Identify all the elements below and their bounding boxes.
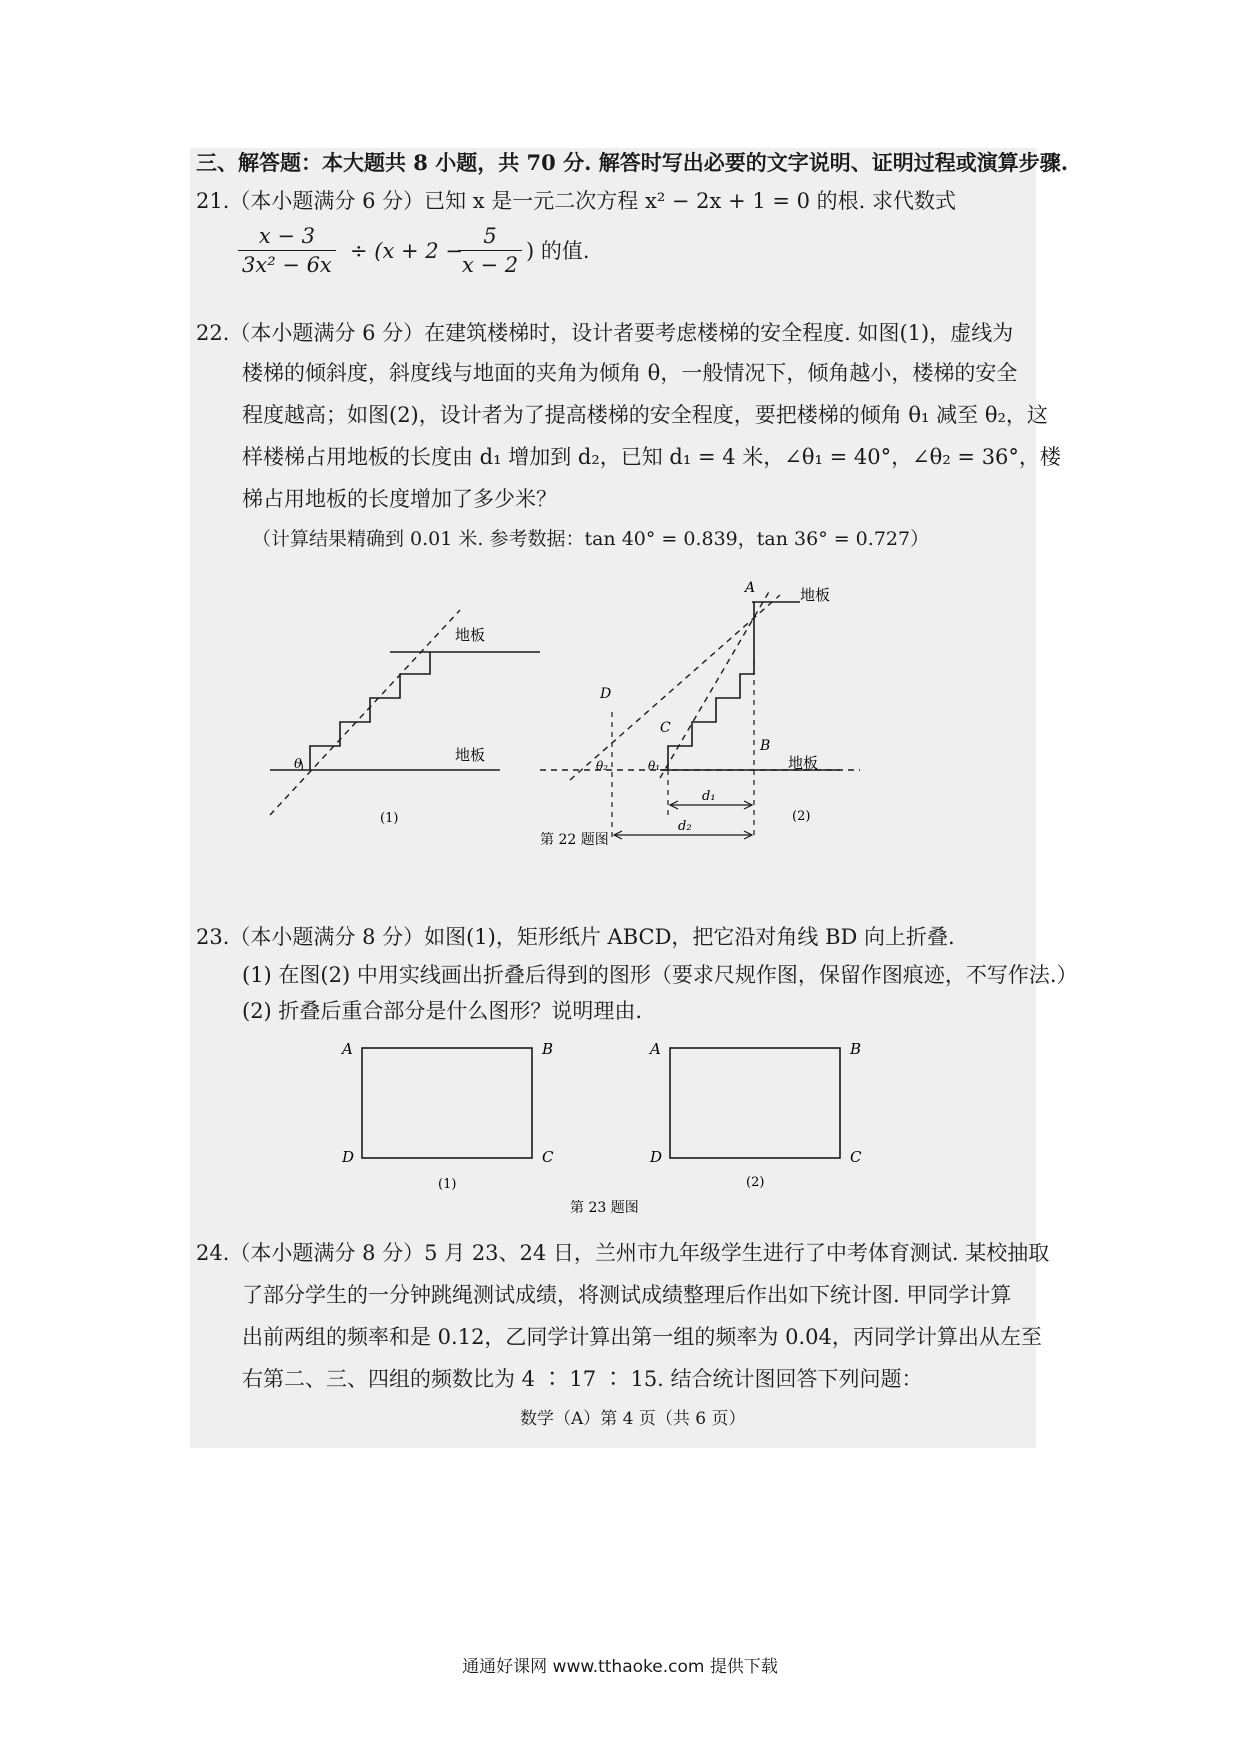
- fig22-2-d2-label: d₂: [678, 819, 692, 834]
- q23-line-1: 23.（本小题满分 8 分）如图(1)，矩形纸片 ABCD，把它沿对角线 BD 向上折叠.: [196, 925, 955, 949]
- fig22-2-theta2: θ₂: [596, 759, 609, 773]
- q21-frac1-numerator: x − 3: [238, 222, 336, 251]
- q22-line-5: 梯占用地板的长度增加了多少米？: [242, 487, 557, 511]
- section-heading: 三、解答题：本大题共 8 小题，共 70 分. 解答时写出必要的文字说明、证明过程或演算步骤.: [196, 150, 1069, 175]
- fig22-2-point-D: D: [600, 686, 612, 702]
- page-footer: 数学（A）第 4 页（共 6 页）: [520, 1409, 746, 1429]
- fig22-diagram-1: [270, 610, 540, 815]
- q21-tail: ) 的值.: [526, 239, 590, 263]
- fig22-1-stairs: [310, 652, 430, 770]
- fig23-1-B: B: [542, 1040, 554, 1058]
- fig23-1-C: C: [542, 1148, 554, 1166]
- fig22-2-theta1: θ₁: [648, 759, 661, 773]
- q22-line-2: 楼梯的倾斜度，斜度线与地面的夹角为倾角 θ，一般情况下，倾角越小，楼梯的安全: [242, 361, 1018, 385]
- q21-frac2-numerator: 5: [458, 222, 522, 251]
- q22-line-1: 22.（本小题满分 6 分）在建筑楼梯时，设计者要考虑楼梯的安全程度. 如图(1)，虚线为: [196, 321, 1014, 345]
- q21-fraction-1: [238, 222, 336, 279]
- fig22-2-stairs: [668, 602, 754, 770]
- figure-22: [240, 580, 1030, 850]
- fig23-rectangle-2: [670, 1048, 840, 1158]
- fig22-1-floor-label-top: 地板: [455, 626, 486, 644]
- fig23-rectangle-1: [362, 1048, 532, 1158]
- q22-line-3: 程度越高；如图(2)，设计者为了提高楼梯的安全程度，要把楼梯的倾角 θ₁ 减至 θ₂，这: [242, 403, 1048, 427]
- q24-line-3: 出前两组的频率和是 0.12，乙同学计算出第一组的频率为 0.04，丙同学计算出从左至: [242, 1325, 1042, 1349]
- q22-line-4: 样楼梯占用地板的长度由 d₁ 增加到 d₂，已知 d₁ = 4 米，∠θ₁ = 40°，∠θ₂ = 36°，楼: [242, 445, 1061, 469]
- fig22-1-slope-line: [270, 610, 460, 815]
- fig23-caption: 第 23 题图: [570, 1200, 639, 1216]
- fig22-1-theta: θ: [294, 757, 302, 772]
- fig22-2-point-C: C: [660, 720, 671, 736]
- fig22-2-point-B: B: [760, 738, 771, 754]
- q24-line-4: 右第二、三、四组的频数比为 4 ∶ 17 ∶ 15. 结合统计图回答下列问题：: [242, 1367, 923, 1391]
- q22-note: （计算结果精确到 0.01 米. 参考数据：tan 40° = 0.839，tan 36° = 0.727）: [252, 528, 930, 550]
- fig23-2-caption: (2): [746, 1175, 765, 1190]
- site-footer[interactable]: 通通好课网 www.tthaoke.com 提供下载: [462, 1657, 778, 1677]
- fig22-2-point-A: A: [745, 580, 756, 596]
- q21-frac1-denominator: 3x² − 6x: [242, 253, 332, 277]
- fig23-2-D: D: [650, 1148, 663, 1166]
- q21-text: 21.（本小题满分 6 分）已知 x 是一元二次方程 x² − 2x + 1 = 0 的根. 求代数式: [196, 189, 957, 213]
- fig23-1-D: D: [342, 1148, 355, 1166]
- fig23-1-A: A: [342, 1040, 353, 1058]
- fig23-2-C: C: [850, 1148, 862, 1166]
- q24-line-1: 24.（本小题满分 8 分）5 月 23、24 日，兰州市九年级学生进行了中考体育测试. 某校抽取: [196, 1241, 1050, 1265]
- fig23-1-caption: (1): [438, 1177, 457, 1192]
- figure-23: [330, 1036, 910, 1226]
- fig23-2-A: A: [650, 1040, 661, 1058]
- fig22-2-floor-label-bottom: 地板: [788, 754, 819, 772]
- fig22-diagram-2: [540, 590, 860, 840]
- fig22-caption: 第 22 题图: [540, 832, 609, 848]
- fig22-1-floor-label-bottom: 地板: [455, 746, 486, 764]
- q23-line-2: (1) 在图(2) 中用实线画出折叠后得到的图形（要求尺规作图，保留作图痕迹，不写作法.）: [242, 963, 1078, 987]
- fig23-2-B: B: [850, 1040, 862, 1058]
- fig22-2-caption: (2): [792, 809, 811, 824]
- fig22-2-d1-label: d₁: [702, 789, 716, 804]
- fig22-2-floor-label-top-text: 地板: [800, 586, 831, 604]
- fig22-1-caption: (1): [380, 811, 399, 826]
- q24-line-2: 了部分学生的一分钟跳绳测试成绩，将测试成绩整理后作出如下统计图. 甲同学计算: [242, 1283, 1012, 1307]
- q21-fraction-2: [458, 222, 522, 279]
- q21-operator: ÷ (x + 2 −: [350, 239, 463, 263]
- q23-line-3: (2) 折叠后重合部分是什么图形？说明理由.: [242, 999, 643, 1023]
- q21-frac2-denominator: x − 2: [462, 253, 519, 277]
